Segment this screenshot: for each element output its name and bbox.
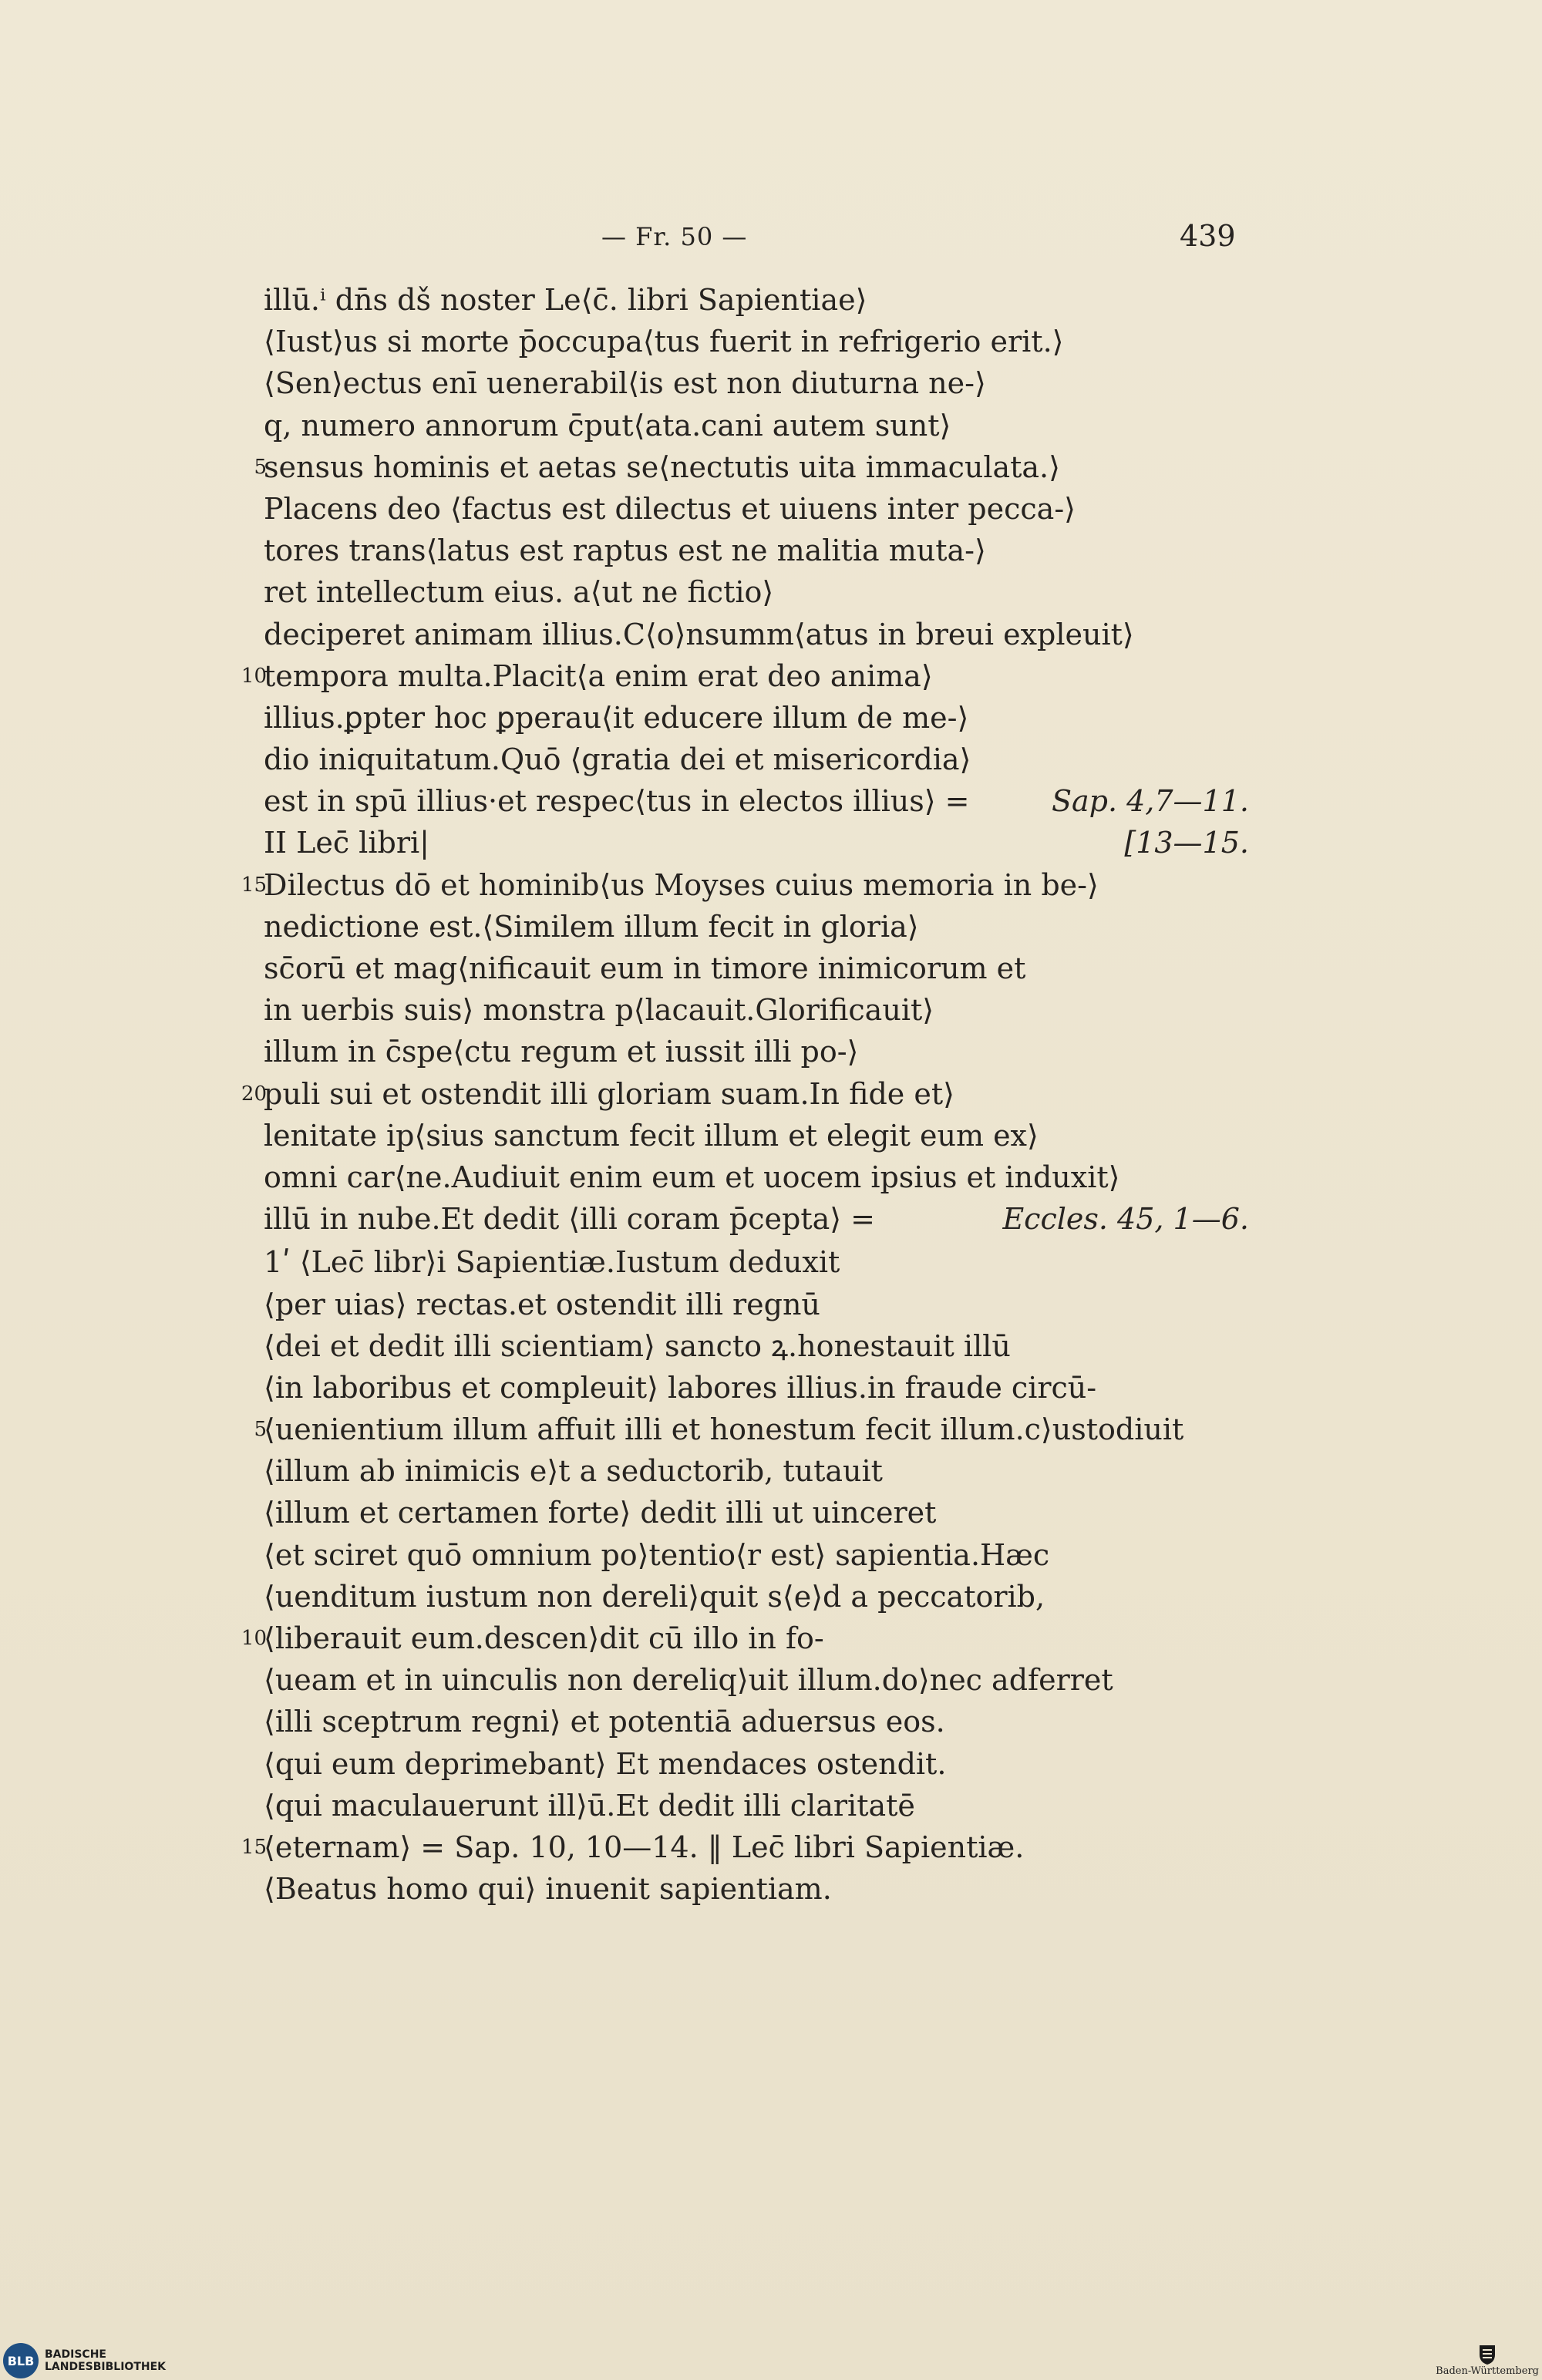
text-line — [224, 530, 1257, 571]
citation-reference: [13—15. — [1124, 826, 1249, 860]
line-number: 20 — [241, 1082, 267, 1106]
line-text: II Lec̄ libri| — [264, 826, 429, 860]
text-line — [224, 279, 1257, 321]
line-text: Placens deo ⟨factus est dilectus et uiuens inter pecca-⟩ — [264, 491, 1076, 526]
text-line — [224, 1156, 1257, 1198]
line-text: ⟨illum et certamen forte⟩ dedit illi ut uinceret — [264, 1496, 937, 1530]
text-line — [224, 405, 1257, 446]
text-line — [224, 1534, 1257, 1576]
line-number: 15 — [241, 873, 267, 897]
line-text: 1ʹ ⟨Lec̄ libr⟩i Sapientiæ.Iustum deduxit — [264, 1245, 840, 1280]
text-line — [224, 1450, 1257, 1492]
line-text: q, numero annorum c̄put⟨ata.cani autem sunt⟩ — [264, 408, 951, 443]
line-text: illum in c̄spe⟨ctu regum et iussit illi po-⟩ — [264, 1035, 859, 1069]
line-text: ⟨qui maculauerunt ill⟩ū.Et dedit illi claritatē — [264, 1788, 915, 1823]
library-logo[interactable] — [0, 2341, 262, 2380]
line-text: ⟨et sciret quō omnium po⟩tentio⟨r est⟩ sapientia.Hæc — [264, 1537, 1050, 1572]
text-line — [224, 488, 1257, 530]
line-number: 10 — [241, 1627, 267, 1650]
text-line — [224, 739, 1257, 780]
text-line — [224, 1576, 1257, 1618]
text-line — [224, 1284, 1257, 1325]
text-line — [224, 1073, 1257, 1115]
line-text: ⟨Iust⟩us si morte p̄occupa⟨tus fuerit in refrigerio erit.⟩ — [264, 325, 1064, 359]
line-text: tores trans⟨latus est raptus est ne malitia muta-⟩ — [264, 534, 986, 568]
state-name: Baden-Württemberg — [1436, 2365, 1539, 2377]
line-text: nedictione est.⟨Similem illum fecit in gloria⟩ — [264, 909, 919, 944]
text-line — [224, 989, 1257, 1031]
blb-logo-icon: BLB — [3, 2343, 39, 2378]
line-text: ⟨qui eum deprimebant⟩ Et mendaces ostendit. — [264, 1746, 947, 1781]
line-number: 5 — [254, 1418, 267, 1442]
line-text: puli sui et ostendit illi gloriam suam.In fide et⟩ — [264, 1076, 954, 1111]
text-line — [224, 1868, 1257, 1910]
text-line — [224, 1115, 1257, 1156]
line-text: ⟨illi sceptrum regni⟩ et potentiā aduersus eos. — [264, 1705, 945, 1739]
citation-reference: Eccles. 45, 1—6. — [1002, 1202, 1249, 1237]
text-line — [224, 614, 1257, 655]
page-number: 439 — [1180, 219, 1236, 253]
text-line — [224, 1785, 1257, 1826]
line-text: lenitate ip⟨sius sanctum fecit illum et elegit eum ex⟩ — [264, 1118, 1039, 1153]
line-text: illius.ꝑpter hoc ꝑperau⟨it educere illum de me-⟩ — [264, 700, 969, 735]
text-line — [224, 655, 1257, 697]
text-line — [224, 864, 1257, 906]
text-line — [224, 948, 1257, 989]
line-text: omni car⟨ne.Audiuit enim eum et uocem ipsius et induxit⟩ — [264, 1160, 1120, 1194]
line-text: ⟨dei et dedit illi scientiam⟩ sancto ꝝ.honestauit illū — [264, 1328, 1011, 1363]
text-line — [224, 1198, 1257, 1240]
line-text: ⟨uenditum iustum non dereli⟩quit s⟨e⟩d a peccatorib, — [264, 1579, 1045, 1614]
line-text: ⟨uenientium illum affuit illi et honestum fecit illum.c⟩ustodiuit — [264, 1412, 1184, 1447]
line-text: dio iniquitatum.Quō ⟨gratia dei et misericordia⟩ — [264, 742, 971, 777]
text-line — [224, 780, 1257, 822]
text-line — [224, 1701, 1257, 1742]
line-text: ⟨ueam et in uinculis non dereliq⟩uit illum.do⟩nec adferret — [264, 1663, 1113, 1698]
text-line — [224, 1325, 1257, 1367]
main-text-block — [224, 279, 1257, 1910]
line-text: ⟨Beatus homo qui⟩ inuenit sapientiam. — [264, 1872, 832, 1907]
text-line — [224, 1659, 1257, 1701]
text-line — [224, 1409, 1257, 1450]
line-text: est in spū illius·et respec⟨tus in electos illius⟩ = — [264, 784, 970, 819]
text-line — [224, 822, 1257, 863]
line-text: ⟨Sen⟩ectus enī uenerabil⟨is est non diuturna ne-⟩ — [264, 366, 986, 401]
running-head: — Fr. 50 — — [601, 222, 748, 251]
citation-reference: Sap. 4,7—11. — [1051, 784, 1249, 819]
line-text: in uerbis suis⟩ monstra p⟨lacauit.Glorificauit⟩ — [264, 993, 934, 1028]
line-text: ⟨liberauit eum.descen⟩dit cū illo in fo- — [264, 1621, 824, 1655]
text-line — [224, 1241, 1257, 1283]
text-line — [224, 362, 1257, 404]
text-line — [224, 1743, 1257, 1785]
library-name-line2: LANDESBIBLIOTHEK — [45, 2361, 167, 2373]
line-text: illū.ⁱ dn̄s dš noster Le⟨c̄. libri Sapientiae⟩ — [264, 283, 867, 317]
line-text: ⟨in laboribus et compleuit⟩ labores illius.in fraude circū- — [264, 1370, 1097, 1405]
text-line — [224, 321, 1257, 362]
text-line — [224, 446, 1257, 488]
text-line — [224, 1367, 1257, 1409]
text-line — [224, 697, 1257, 739]
line-text: illū in nube.Et dedit ⟨illi coram p̄cepta⟩ = — [264, 1202, 875, 1237]
line-number: 5 — [254, 455, 267, 479]
line-text: ⟨eternam⟩ = Sap. 10, 10—14. ‖ Lec̄ libri Sapientiæ. — [264, 1830, 1025, 1864]
line-number: 10 — [241, 664, 267, 688]
line-text: Dilectus dō et hominib⟨us Moyses cuius memoria in be-⟩ — [264, 867, 1099, 902]
text-line — [224, 1492, 1257, 1533]
text-line — [224, 1826, 1257, 1868]
state-logo[interactable] — [1436, 2344, 1539, 2377]
line-text: sc̄orū et mag⟨nificauit eum in timore inimicorum et — [264, 951, 1026, 985]
library-name-line1: BADISCHE — [45, 2348, 106, 2361]
line-text: ⟨illum ab inimicis e⟩t a seductorib, tutauit — [264, 1454, 883, 1489]
line-text: tempora multa.Placit⟨a enim erat deo anima⟩ — [264, 658, 933, 693]
line-text: ⟨per uias⟩ rectas.et ostendit illi regnū — [264, 1287, 820, 1321]
library-name — [45, 2348, 166, 2373]
line-text: ret intellectum eius. a⟨ut ne fictio⟩ — [264, 575, 774, 610]
text-line — [224, 571, 1257, 613]
line-text: sensus hominis et aetas se⟨nectutis uita immaculata.⟩ — [264, 449, 1060, 484]
text-line — [224, 906, 1257, 948]
text-line — [224, 1618, 1257, 1659]
line-text: deciperet animam illius.C⟨o⟩nsumm⟨atus in breui expleuit⟩ — [264, 617, 1134, 651]
line-number: 15 — [241, 1835, 267, 1859]
text-line — [224, 1031, 1257, 1072]
state-crest-icon — [1478, 2344, 1497, 2365]
